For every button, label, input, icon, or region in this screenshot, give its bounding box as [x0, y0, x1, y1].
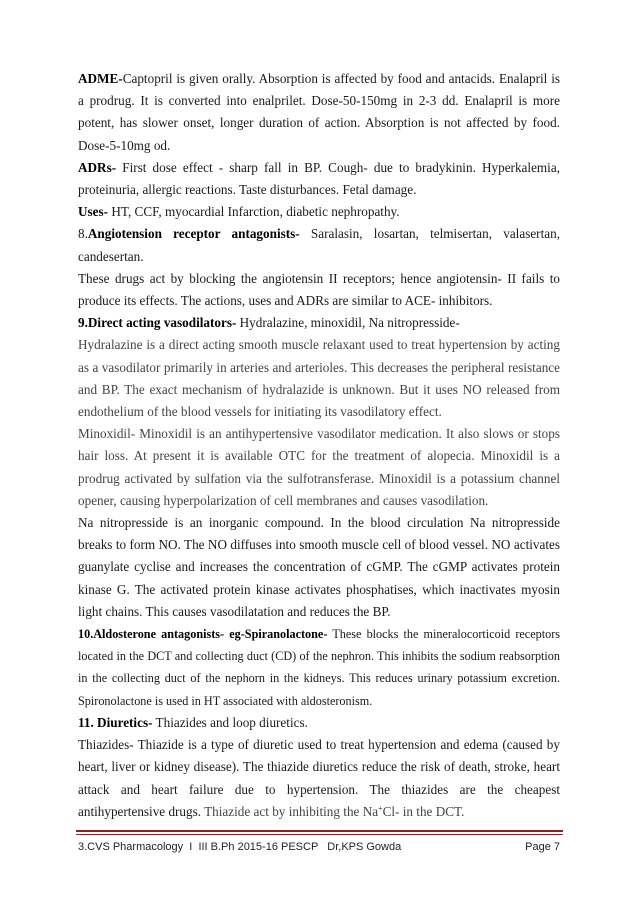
- paragraph-text: Hydralazine is a direct acting smooth muscle relaxant used to treat hypertension by acting as a vasodilator primarily in arteries and arterioles. This decreases the peripheral resistance and BP. The exact mechanism of hydralazide is unknown. But it uses NO released from endothelium of the blood vessels for initiating its vasodilatory effect.: [78, 337, 560, 420]
- paragraph-heading: 10.Aldosterone antagonists- eg-Spiranolactone-: [78, 627, 328, 642]
- paragraph-arb-mechanism: [78, 268, 560, 312]
- paragraph-text: These drugs act by blocking the angiotensin II receptors; hence angiotensin- II fails to produce its effects. The actions, uses and ADRs are similar to ACE- inhibitors.: [78, 270, 560, 309]
- paragraph-diuretics: [78, 712, 560, 734]
- paragraph-tail-end: Cl- in the DCT.: [382, 803, 465, 819]
- paragraph-text: Thiazides- Thiazide is a type of diuretic used to treat hypertension and edema (caused by heart, liver or kidney disease). The thiazide diuretics reduce the risk of death, stroke, heart attack and heart failure due to hypertension. The thiazides are the cheapest antihypertensive drugs.: [78, 737, 560, 819]
- paragraph-adme: [78, 68, 560, 157]
- paragraph-direct-vasodilators: [78, 312, 560, 334]
- paragraph-text: Thiazides and loop diuretics.: [152, 714, 308, 730]
- paragraph-text: Captopril is given orally. Absorption is affected by food and antacids. Enalapril is a prodrug. It is converted into enalprilet. Dose-50-150mg in 2-3 dd. Enalapril is more potent, has slower onset, longer duration of action. Absorption is not affected by food. Dose-5-10mg od.: [78, 71, 560, 153]
- paragraph-angiotensin-receptor-antagonists: [78, 223, 560, 267]
- paragraph-uses: [78, 201, 560, 223]
- paragraph-aldosterone-antagonists: [78, 623, 560, 712]
- paragraph-heading: 9.Direct acting vasodilators-: [78, 315, 237, 331]
- superscript-plus: +: [378, 803, 383, 813]
- footer-course-info: 3.CVS Pharmacology I III B.Ph 2015-16 PESCP Dr,KPS Gowda: [78, 841, 402, 853]
- paragraph-text: Minoxidil- Minoxidil is an antihypertensive vasodilator medication. It also slows or stops hair loss. At present it is available OTC for the treatment of alopecia. Minoxidil is a prodrug activated by sulfation via the sulfotransferase. Minoxidil is a potassium channel opener, causing hyperpolarization of cell membranes and causes vasodilation.: [78, 426, 560, 508]
- paragraph-heading: Angiotension receptor antagonists-: [87, 226, 300, 242]
- paragraph-nitroprusside: [78, 512, 560, 623]
- paragraph-text: Saralasin, losartan, telmisertan, valasertan, candesertan.: [78, 226, 560, 264]
- paragraph-heading: 11. Diuretics-: [78, 714, 153, 730]
- paragraph-text: Na nitropresside is an inorganic compound. In the blood circulation Na nitropresside breaks to form NO. The NO diffuses into smooth muscle cell of blood vessel. NO activates guanylate cyclise and increases the concentration of cGMP. The cGMP activates protein kinase G. The activated protein kinase activates phosphatises, which inactivates myosin light chains. This causes vasodilatation and reduces the BP.: [78, 515, 560, 619]
- paragraph-hydralazine: [78, 334, 560, 423]
- paragraph-text: Hydralazine, minoxidil, Na nitropresside-: [236, 315, 460, 331]
- paragraph-tail: Thiazide act by inhibiting the Na: [201, 803, 379, 819]
- section-number: 8.: [78, 226, 88, 242]
- footer-divider: [76, 830, 563, 832]
- paragraph-thiazides: [78, 734, 560, 823]
- paragraph-adrs: [78, 157, 560, 201]
- paragraph-text: HT, CCF, myocardial Infarction, diabetic nephropathy.: [108, 204, 400, 220]
- paragraph-heading: ADRs-: [78, 159, 117, 175]
- page-number: Page 7: [525, 841, 560, 853]
- footer-divider-thin: [76, 834, 563, 835]
- page-footer: [78, 839, 560, 855]
- paragraph-text: These blocks the mineralocorticoid receptors located in the DCT and collecting duct (CD) of the nephron. This inhibits the sodium reabsorption in the collecting duct of the nephorn in the kidneys. This reduces urinary potassium excretion. Spironolactone is used in HT associated with aldosteronism.: [78, 627, 560, 708]
- paragraph-heading: Uses-: [78, 204, 109, 220]
- paragraph-minoxidil: [78, 423, 560, 512]
- paragraph-heading: ADME-: [78, 71, 123, 86]
- paragraph-text: First dose effect - sharp fall in BP. Cough- due to bradykinin. Hyperkalemia, proteinuria, allergic reactions. Taste disturbances. Fetal damage.: [78, 159, 560, 198]
- page-body: [78, 68, 560, 823]
